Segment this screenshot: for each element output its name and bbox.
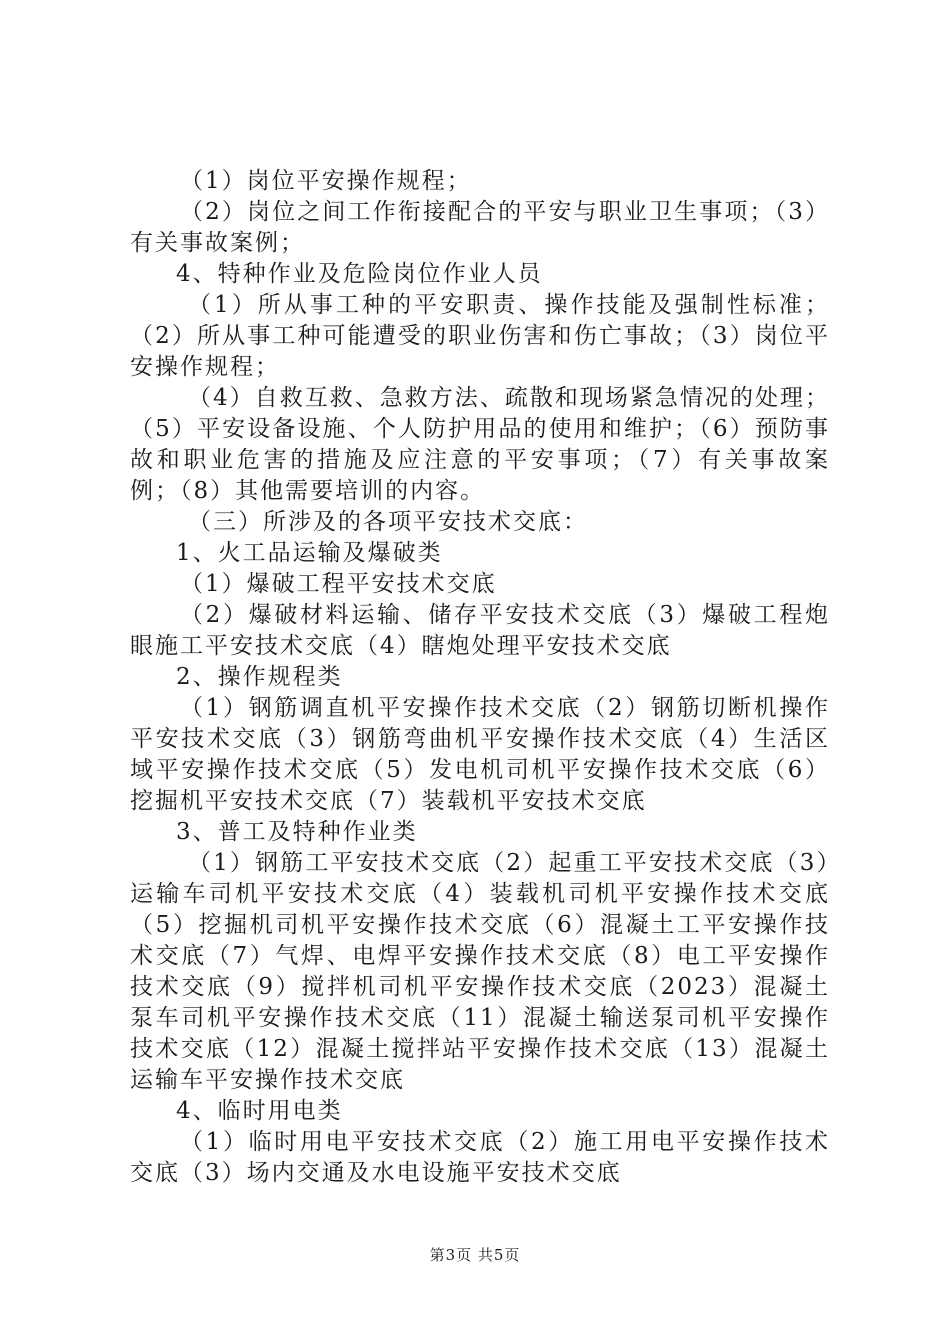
section-heading: 4、临时用电类: [176, 1098, 343, 1124]
section-heading: 4、特种作业及危险岗位作业人员: [176, 261, 543, 287]
section-heading: （三）所涉及的各项平安技术交底：: [188, 509, 588, 535]
paragraph: （4）自救互救、急救方法、疏散和现场紧急情况的处理；（5）平安设备设施、个人防护用品的使用和维护；（6）预防事故和职业危害的措施及应注意的平安事项；（7）有关事故案例；（8）其他需要培训的内容。: [130, 385, 830, 504]
page-number: 第3页 共5页: [429, 1246, 521, 1264]
document-body: [130, 166, 830, 1189]
paragraph: （2）爆破材料运输、储存平安技术交底（3）爆破工程炮眼施工平安技术交底（4）瞎炮处理平安技术交底: [130, 602, 830, 659]
section-heading: 3、普工及特种作业类: [176, 819, 418, 845]
paragraph: （1）所从事工种的平安职责、操作技能及强制性标准；（2）所从事工种可能遭受的职业伤害和伤亡事故；（3）岗位平安操作规程；: [130, 292, 830, 380]
paragraph: （2）岗位之间工作衔接配合的平安与职业卫生事项；（3）有关事故案例；: [130, 199, 830, 256]
section-heading: 1、火工品运输及爆破类: [176, 540, 443, 566]
page-footer: [0, 1244, 950, 1265]
paragraph: （1）临时用电平安技术交底（2）施工用电平安操作技术交底（3）场内交通及水电设施平安技术交底: [130, 1129, 830, 1186]
paragraph: （1）爆破工程平安技术交底: [180, 571, 497, 597]
section-heading: 2、操作规程类: [176, 664, 343, 690]
paragraph: （1）钢筋工平安技术交底（2）起重工平安技术交底（3）运输车司机平安技术交底（4）装载机司机平安操作技术交底（5）挖掘机司机平安操作技术交底（6）混凝土工平安操作技术交底（7）气焊、电焊平安操作技术交底（8）电工平安操作技术交底（9）搅拌机司机平安操作技术交底（2023）混凝土泵车司机平安操作技术交底（11）混凝土输送泵司机平安操作技术交底（12）混凝土搅拌站平安操作技术交底（13）混凝土运输车平安操作技术交底: [130, 850, 830, 1093]
paragraph: （1）钢筋调直机平安操作技术交底（2）钢筋切断机操作平安技术交底（3）钢筋弯曲机平安操作技术交底（4）生活区域平安操作技术交底（5）发电机司机平安操作技术交底（6）挖掘机平安技术交底（7）装载机平安技术交底: [130, 695, 830, 814]
paragraph: （1）岗位平安操作规程；: [180, 168, 472, 194]
